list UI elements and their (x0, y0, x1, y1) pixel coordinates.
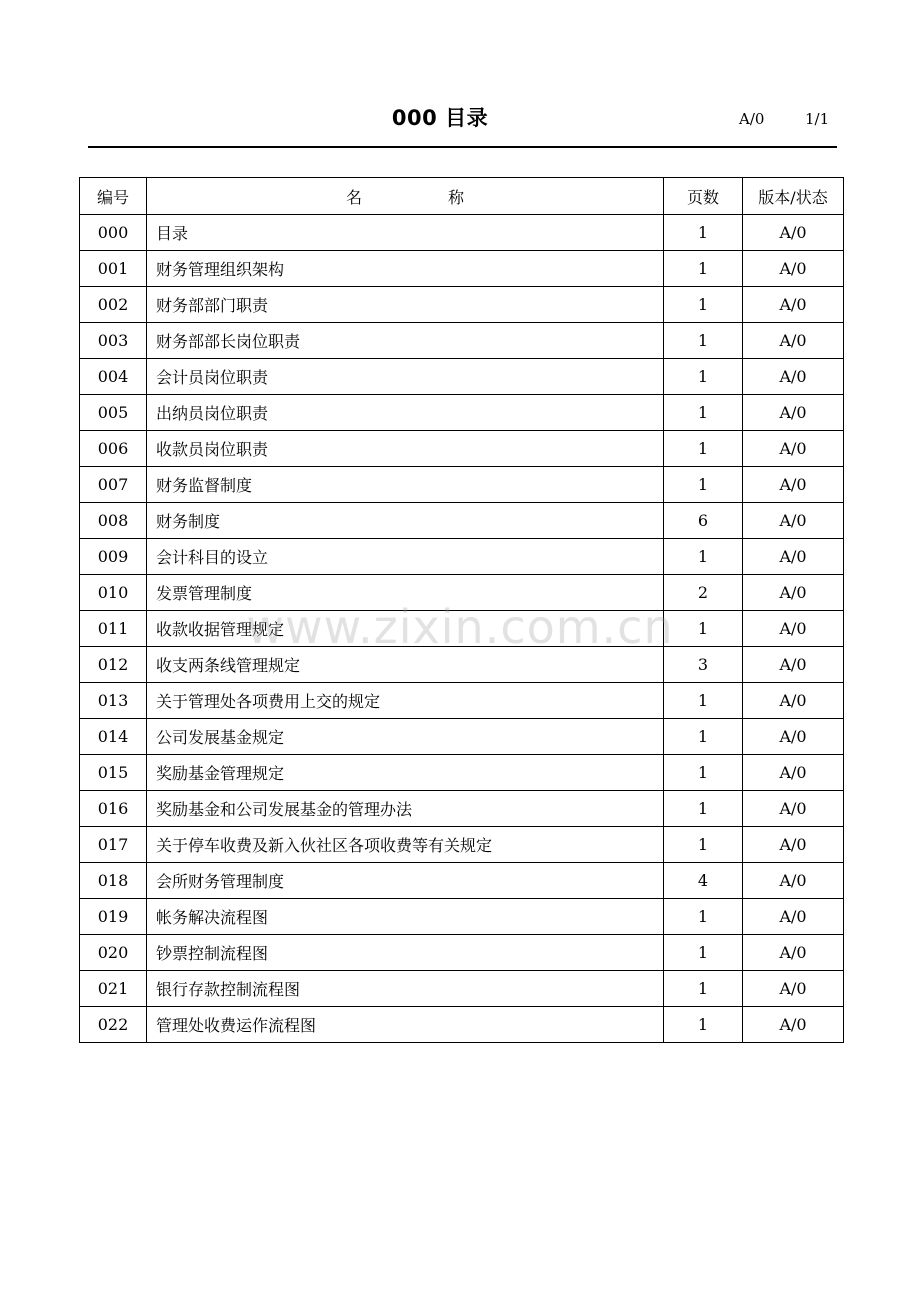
row-version: A/0 (743, 287, 844, 323)
row-pages: 3 (664, 647, 743, 683)
row-number: 004 (80, 359, 147, 395)
row-version: A/0 (743, 971, 844, 1007)
row-pages: 1 (664, 899, 743, 935)
table-row (80, 827, 844, 863)
table-row (80, 755, 844, 791)
header-divider (88, 146, 837, 148)
table-row (80, 287, 844, 323)
row-number: 021 (80, 971, 147, 1007)
row-version: A/0 (743, 359, 844, 395)
contents-table (79, 177, 844, 1043)
table-row (80, 899, 844, 935)
column-header-name (147, 178, 664, 215)
row-pages: 1 (664, 683, 743, 719)
row-version: A/0 (743, 323, 844, 359)
row-pages: 1 (664, 359, 743, 395)
row-name: 收支两条线管理规定 (147, 647, 664, 683)
row-number: 000 (80, 215, 147, 251)
column-header-name-part1: 名 (345, 187, 362, 207)
row-version: A/0 (743, 683, 844, 719)
row-version: A/0 (743, 755, 844, 791)
row-pages: 1 (664, 251, 743, 287)
table-row (80, 251, 844, 287)
row-number: 009 (80, 539, 147, 575)
row-pages: 1 (664, 935, 743, 971)
table-body (80, 215, 844, 1043)
row-version: A/0 (743, 1007, 844, 1043)
column-header-name-part2: 称 (448, 187, 465, 207)
row-name: 收款收据管理规定 (147, 611, 664, 647)
row-name: 目录 (147, 215, 664, 251)
row-number: 012 (80, 647, 147, 683)
row-name: 奖励基金和公司发展基金的管理办法 (147, 791, 664, 827)
row-pages: 1 (664, 467, 743, 503)
row-version: A/0 (743, 215, 844, 251)
row-pages: 4 (664, 863, 743, 899)
row-number: 013 (80, 683, 147, 719)
row-version: A/0 (743, 539, 844, 575)
row-version: A/0 (743, 251, 844, 287)
row-version: A/0 (743, 647, 844, 683)
table-row (80, 1007, 844, 1043)
row-name: 钞票控制流程图 (147, 935, 664, 971)
row-version: A/0 (743, 395, 844, 431)
row-pages: 1 (664, 827, 743, 863)
table-row (80, 431, 844, 467)
document-version: A/0 (739, 110, 765, 128)
row-pages: 1 (664, 395, 743, 431)
row-name: 会所财务管理制度 (147, 863, 664, 899)
row-version: A/0 (743, 863, 844, 899)
row-number: 002 (80, 287, 147, 323)
column-header-number: 编号 (80, 178, 147, 215)
row-name: 关于停车收费及新入伙社区各项收费等有关规定 (147, 827, 664, 863)
row-name: 财务部部门职责 (147, 287, 664, 323)
row-number: 001 (80, 251, 147, 287)
table-row (80, 683, 844, 719)
row-number: 014 (80, 719, 147, 755)
row-version: A/0 (743, 431, 844, 467)
row-name: 发票管理制度 (147, 575, 664, 611)
row-number: 015 (80, 755, 147, 791)
row-name: 管理处收费运作流程图 (147, 1007, 664, 1043)
row-pages: 1 (664, 719, 743, 755)
table-row (80, 971, 844, 1007)
row-name: 财务部部长岗位职责 (147, 323, 664, 359)
row-name: 关于管理处各项费用上交的规定 (147, 683, 664, 719)
row-number: 007 (80, 467, 147, 503)
table-row (80, 791, 844, 827)
row-name: 财务制度 (147, 503, 664, 539)
table-row (80, 323, 844, 359)
row-pages: 1 (664, 791, 743, 827)
table-row (80, 503, 844, 539)
row-number: 008 (80, 503, 147, 539)
table-row (80, 575, 844, 611)
row-name: 公司发展基金规定 (147, 719, 664, 755)
table-row (80, 719, 844, 755)
row-pages: 1 (664, 1007, 743, 1043)
row-version: A/0 (743, 935, 844, 971)
row-number: 010 (80, 575, 147, 611)
row-pages: 1 (664, 431, 743, 467)
document-title: 000 目录 (391, 106, 489, 130)
row-name: 会计科目的设立 (147, 539, 664, 575)
row-number: 017 (80, 827, 147, 863)
table-row (80, 359, 844, 395)
row-version: A/0 (743, 503, 844, 539)
row-name: 收款员岗位职责 (147, 431, 664, 467)
row-number: 006 (80, 431, 147, 467)
table-row (80, 539, 844, 575)
table-row (80, 935, 844, 971)
row-pages: 1 (664, 539, 743, 575)
row-number: 011 (80, 611, 147, 647)
row-pages: 1 (664, 323, 743, 359)
column-header-pages: 页数 (664, 178, 743, 215)
row-pages: 1 (664, 755, 743, 791)
row-number: 016 (80, 791, 147, 827)
row-number: 003 (80, 323, 147, 359)
row-version: A/0 (743, 611, 844, 647)
table-row (80, 395, 844, 431)
row-name: 财务管理组织架构 (147, 251, 664, 287)
row-pages: 2 (664, 575, 743, 611)
row-name: 会计员岗位职责 (147, 359, 664, 395)
table-row (80, 467, 844, 503)
row-number: 022 (80, 1007, 147, 1043)
row-pages: 1 (664, 611, 743, 647)
row-version: A/0 (743, 575, 844, 611)
row-number: 019 (80, 899, 147, 935)
row-name: 奖励基金管理规定 (147, 755, 664, 791)
table-row (80, 647, 844, 683)
row-pages: 6 (664, 503, 743, 539)
watermark: www.zixin.com.cn (246, 600, 674, 654)
row-version: A/0 (743, 467, 844, 503)
row-name: 帐务解决流程图 (147, 899, 664, 935)
table-row (80, 611, 844, 647)
row-number: 020 (80, 935, 147, 971)
table-row (80, 863, 844, 899)
row-name: 财务监督制度 (147, 467, 664, 503)
row-number: 005 (80, 395, 147, 431)
row-name: 银行存款控制流程图 (147, 971, 664, 1007)
row-number: 018 (80, 863, 147, 899)
column-header-version: 版本/状态 (743, 178, 844, 215)
row-version: A/0 (743, 791, 844, 827)
document-page-number: 1/1 (805, 110, 830, 128)
row-version: A/0 (743, 899, 844, 935)
row-pages: 1 (664, 215, 743, 251)
row-version: A/0 (743, 827, 844, 863)
table-row (80, 215, 844, 251)
row-version: A/0 (743, 719, 844, 755)
row-name: 出纳员岗位职责 (147, 395, 664, 431)
table-header-row (80, 178, 844, 215)
row-pages: 1 (664, 971, 743, 1007)
row-pages: 1 (664, 287, 743, 323)
